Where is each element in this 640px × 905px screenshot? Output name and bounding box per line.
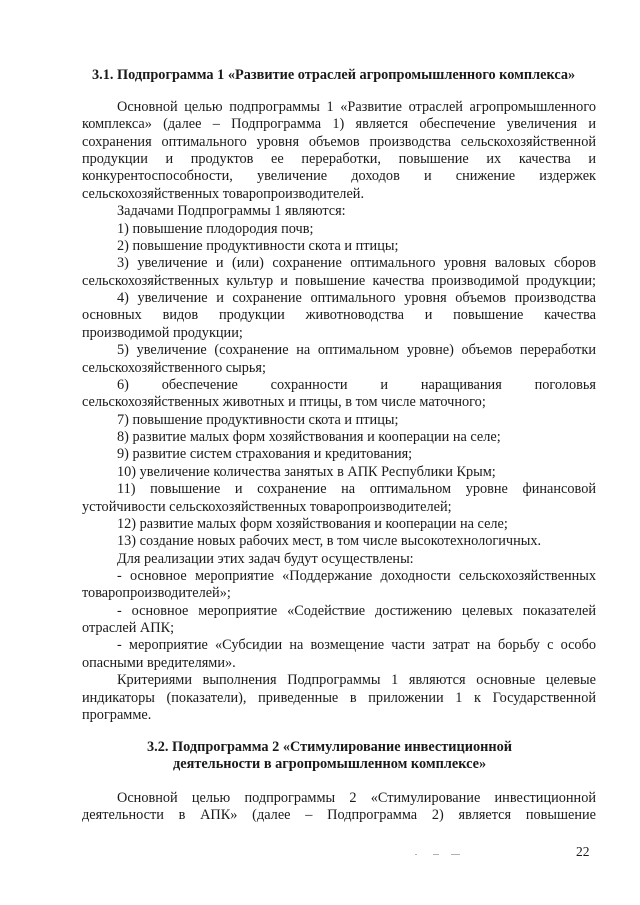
text-line: программе. <box>82 706 152 723</box>
text-line: сельскохозяйственных культур и повышение качества производимой продукции; <box>82 272 596 289</box>
text-line: сохранения оптимального уровня объемов производства сельскохозяйственной <box>82 133 596 150</box>
text-line: отраслей АПК; <box>82 620 175 637</box>
text-line: - основное мероприятие «Содействие достижению целевых показателей <box>117 602 596 619</box>
text-line: Основной целью подпрограммы 2 «Стимулирование инвестиционной <box>117 790 596 806</box>
text-line: устойчивости сельскохозяйственных товаропроизводителей; <box>82 498 452 515</box>
text-line: 7) повышение продуктивности скота и птицы; <box>117 411 399 428</box>
text-line: 9) развитие систем страхования и кредитования; <box>117 446 413 463</box>
scan-artifact <box>395 849 475 859</box>
text-line: сельскохозяйственных товаропроизводителей. <box>82 185 365 202</box>
text-line: Для реализации этих задач будут осуществлены: <box>117 550 414 567</box>
text-line: индикаторы (показатели), приведенные в приложении 1 к Государственной <box>82 689 596 706</box>
text-line: 4) увеличение и сохранение оптимального уровня объемов производства <box>117 290 596 307</box>
text-line: продукции и продуктов ее переработки, повышение их качества и <box>82 151 596 168</box>
text-line: 3) увеличение и (или) сохранение оптимального уровня валовых сборов <box>117 255 596 272</box>
text-line: комплекса» (далее – Подпрограмма 1) является обеспечение увеличения и <box>82 116 596 133</box>
text-line: 6) обеспечение сохранности и наращивания поголовья <box>117 376 596 393</box>
text-line: сельскохозяйственных животных и птицы, в том числе маточного; <box>82 394 486 411</box>
text-line: деятельности в АПК» (далее – Подпрограмма 2) является повышение <box>82 807 596 824</box>
text-line: - мероприятие «Субсидии на возмещение части затрат на борьбу с особо <box>117 637 596 654</box>
text-line: 2) повышение продуктивности скота и птицы; <box>117 237 399 254</box>
text-line: Задачами Подпрограммы 1 являются: <box>117 203 346 220</box>
section-heading-3-2-line-1: 3.2. Подпрограмма 2 «Стимулирование инвестиционной <box>147 739 513 755</box>
text-line: основных видов продукции животноводства и повышение качества <box>82 307 596 324</box>
text-line: 8) развитие малых форм хозяйствования и кооперации на селе; <box>117 429 501 446</box>
section-heading-3-1: 3.1. Подпрограмма 1 «Развитие отраслей агропромышленного комплекса» <box>92 67 576 83</box>
text-line: конкурентоспособности, увеличение доходов и снижение издержек <box>82 168 596 185</box>
text-line: сельскохозяйственного сырья; <box>82 359 266 376</box>
page-number: 22 <box>576 844 590 859</box>
text-line: 13) создание новых рабочих мест, в том числе высокотехнологичных. <box>117 533 542 550</box>
text-line: производимой продукции; <box>82 324 243 341</box>
text-line: 11) повышение и сохранение на оптимальном уровне финансовой <box>117 481 596 498</box>
text-line: - основное мероприятие «Поддержание доходности сельскохозяйственных <box>117 567 596 584</box>
section-heading-3-2-line-2: деятельности в агропромышленном комплексе» <box>173 756 487 772</box>
text-line: опасными вредителями». <box>82 654 236 671</box>
text-line: 1) повышение плодородия почв; <box>117 220 314 237</box>
text-line: Критериями выполнения Подпрограммы 1 являются основные целевые <box>117 672 596 689</box>
text-line: Основной целью подпрограммы 1 «Развитие отраслей агропромышленного <box>117 99 596 115</box>
text-line: 12) развитие малых форм хозяйствования и кооперации на селе; <box>117 515 508 532</box>
text-line: 5) увеличение (сохранение на оптимальном уровне) объемов переработки <box>117 342 596 359</box>
text-line: 10) увеличение количества занятых в АПК Республики Крым; <box>117 463 496 480</box>
text-line: товаропроизводителей»; <box>82 585 231 602</box>
